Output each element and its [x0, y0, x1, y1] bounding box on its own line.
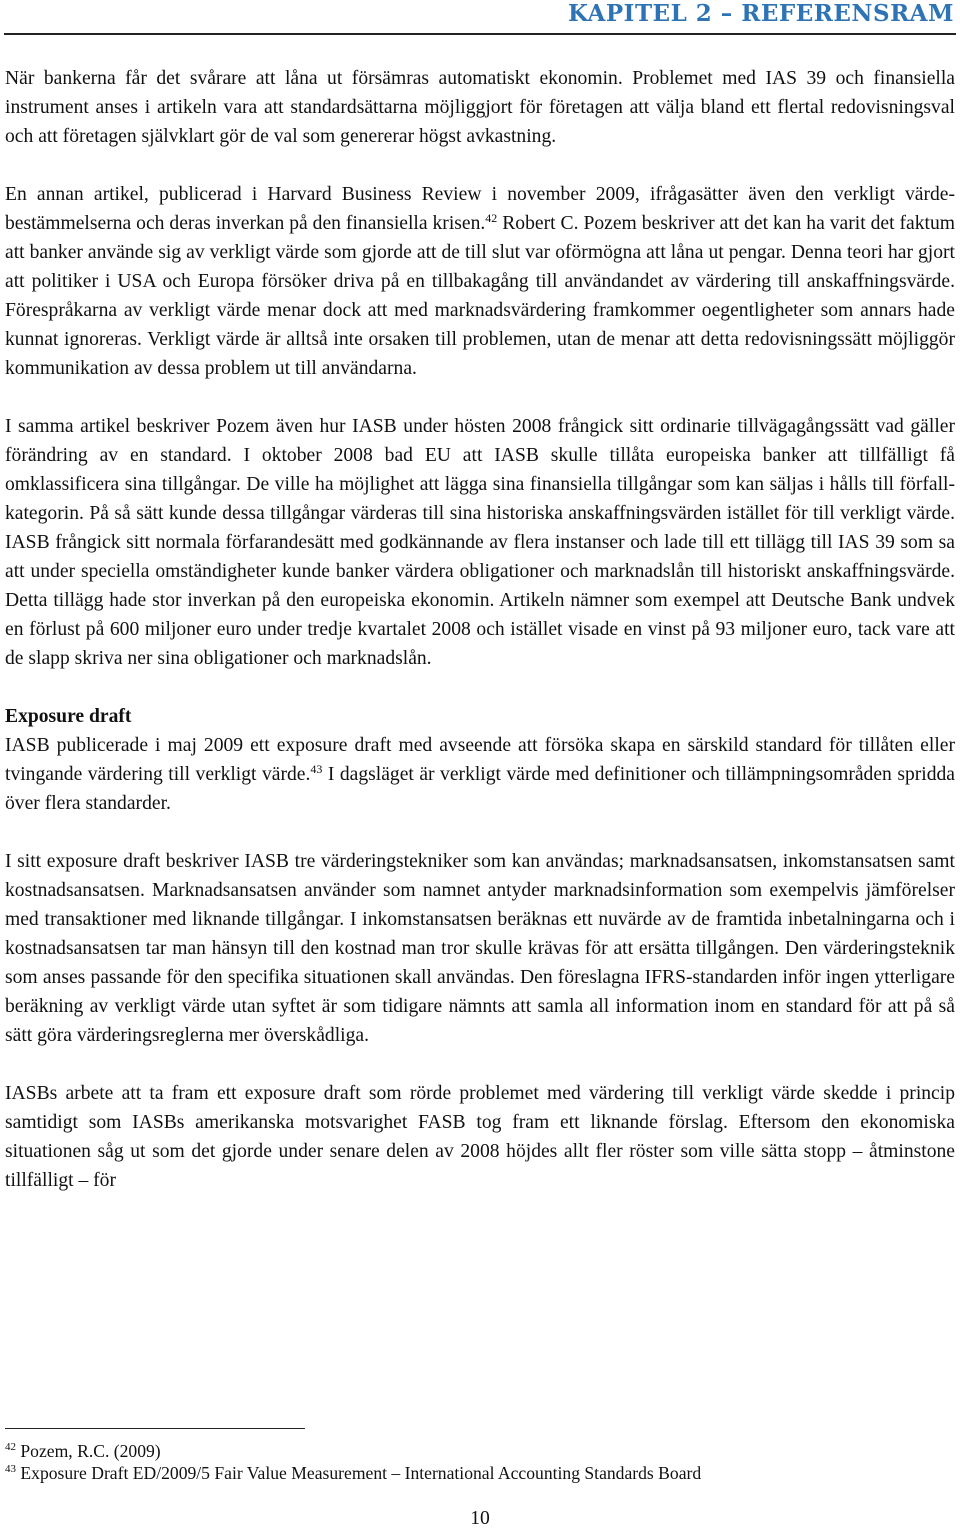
- paragraph-3-text: I samma artikel beskriver Pozem även hur IASB under hösten 2008 frångick sitt ordinarie tillvägagångssätt vad gäller förändring av en standard. I oktober 2008 bad EU att IASB skulle tillåta europeiska banker att tillfälligt få omklassificera sina tillgångar. De ville ha möjlighet att lägga sina finansiella tillgångar som kan säljas i hålls till förfall-kategorin. På så sätt kunde dessa tillgångar värderas till sina historiska anskaffningsvärden istället för till verkligt värde. IASB frångick sitt normala förfarandesätt med godkännande av flera instanser och lade till ett tillägg till IAS 39 som sa att under speciella omständigheter kunde banker värdera obligationer och marknadslån till historiskt anskaffningsvärde. Detta tillägg hade stor inverkan på den europeiska ekonomin. Artikeln nämner som exempel att Deutsche Bank undvek en förlust på 600 miljoner euro under tredje kvartalet 2008 och istället visade en vinst på 93 miljoner euro, tack vare att de slapp skriva ner sina obligationer och marknadslån.: [5, 416, 955, 669]
- paragraph-4-text-before: IASB publicerade i maj 2009 ett exposure draft med avseende att försöka skapa en särskild standard för tillåten eller tvingande värdering till verkligt värde.: [5, 735, 955, 785]
- footnote-ref-42[interactable]: 42: [485, 211, 498, 225]
- footnote-text: Exposure Draft ED/2009/5 Fair Value Measurement – International Accounting Standards Board: [16, 1463, 702, 1483]
- footnote-text: Pozem, R.C. (2009): [16, 1441, 161, 1461]
- footnote-divider: [5, 1428, 305, 1429]
- footnote-ref-43[interactable]: 43: [310, 762, 323, 776]
- paragraph-1: [5, 64, 955, 151]
- paragraph-5: [5, 847, 955, 1050]
- paragraph-5-text: I sitt exposure draft beskriver IASB tre värderingstekniker som kan användas; marknadsansatsen, inkomstansatsen samt kostnadsansatsen. Marknadsansatsen använder som namnet antyder marknadsinformation som exempelvis jämförelser med transaktioner med liknande tillgångar. I inkomstansatsen beräknas ett nuvärde av de framtida inbetalningarna och i kostnadsansatsen tar man hänsyn till den kostnad man tror skulle krävas för att ersätta tillgången. Den värderingsteknik som anses passande för den specifika situationen skall användas. Den föreslagna IFRS-standarden inför ingen ytterligare beräkning av verkligt värde utan syftet är som tidigare nämnts att samla all information inom en standard för att på så sätt göra värderingsreglerna mer överskådliga.: [5, 851, 955, 1046]
- paragraph-3: [5, 412, 955, 673]
- paragraph-6: [5, 1079, 955, 1195]
- footnote-43: [5, 1462, 955, 1484]
- footnote-number: 43: [5, 1463, 16, 1475]
- paragraph-2: [5, 180, 955, 383]
- paragraph-6-text: IASBs arbete att ta fram ett exposure draft som rörde problemet med värdering till verkligt värde skedde i princip samtidigt som IASBs amerikanska motsvarighet FASB tog fram ett liknande förslag. Eftersom den ekonomiska situationen såg ut som det gjorde under senare delen av 2008 höjdes allt fler röster som ville sätta stopp – åtminstone tillfälligt – för: [5, 1083, 955, 1191]
- paragraph-4-text-after: I dagsläget är verkligt värde med definitioner och tillämpningsområden spridda över flera standarder.: [5, 764, 956, 814]
- footnote-number: 42: [5, 1441, 16, 1453]
- header-divider: [4, 33, 956, 35]
- page-number: 10: [470, 1508, 490, 1529]
- section-heading: Exposure draft: [5, 706, 132, 727]
- paragraph-4: [5, 702, 955, 818]
- paragraph-2-text-before: En annan artikel, publicerad i Harvard Business Review i november 2009, ifrågasätter även den verkligt värde-bestämmelserna och deras inverkan på den finansiella krisen.: [5, 184, 955, 234]
- chapter-title: KAPITEL 2 – REFERENSRAM: [567, 0, 954, 27]
- paragraph-1-text: När bankerna får det svårare att låna ut försämras automatiskt ekonomin. Problemet med IAS 39 och finansiella instrument anses i artikeln vara att standardsättarna möjliggjort för företagen att välja bland ett flertal redovisningsval och att företagen självklart gör de val som genererar högst avkastning.: [5, 68, 955, 147]
- footnotes: [5, 1440, 955, 1484]
- footnote-42: [5, 1440, 955, 1462]
- main-text: [5, 64, 955, 1195]
- paragraph-2-text-after: Robert C. Pozem beskriver att det kan ha varit det faktum att banker använde sig av verkligt värde som gjorde att de till slut var oförmögna att låna ut pengar. Denna teori har gjort att politiker i USA och Europa försöker driva på en tillbakagång till användandet av värdering till anskaffningsvärde. Förespråkarna av verkligt värde menar dock att med marknadsvärdering framkommer oegentligheter som annars hade kunnat ignoreras. Verkligt värde är alltså inte orsaken till problemen, utan de menar att detta redovisningssätt möjliggör kommunikation av dessa problem ut till användarna.: [5, 213, 955, 379]
- page-header: [0, 0, 960, 34]
